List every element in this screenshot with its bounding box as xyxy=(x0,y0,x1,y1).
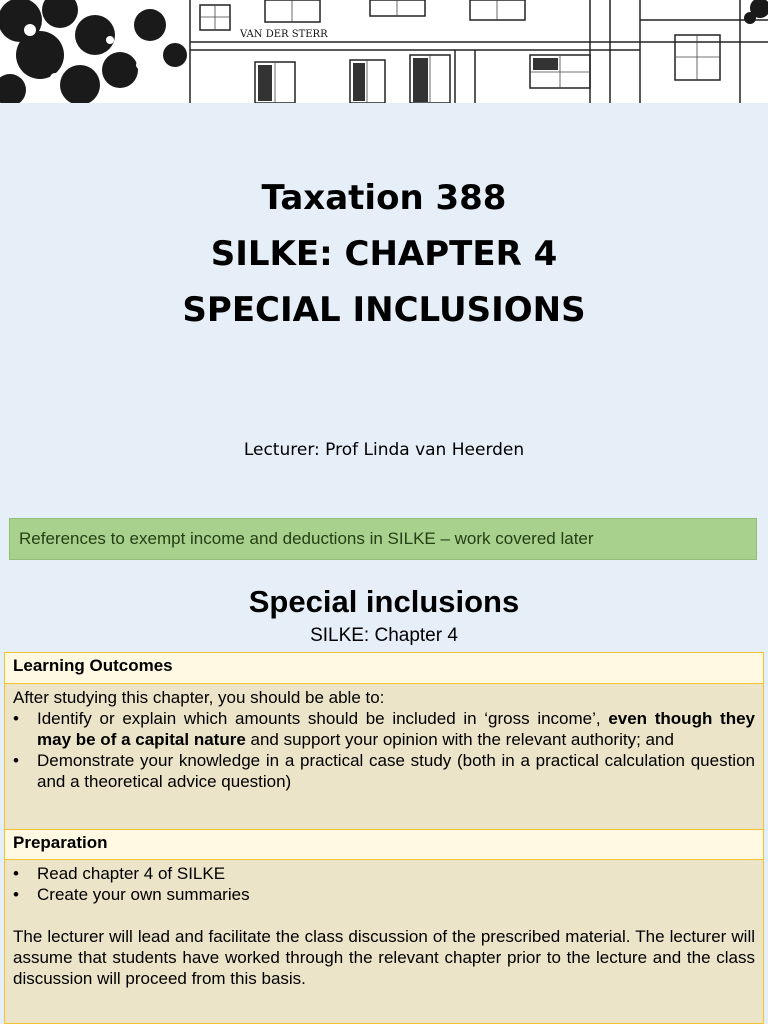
reference-note-box xyxy=(9,518,757,560)
section-heading: Special inclusions xyxy=(248,584,520,619)
slide-title xyxy=(0,170,768,338)
list-item: • Identify or explain which amounts should be included in ‘gross income’, even though they may be of a capital nature and support your opinion with the relevant authority; and xyxy=(13,709,755,749)
lecturer-name: Lecturer: Prof Linda van Heerden xyxy=(243,440,525,460)
learning-outcomes-header: Learning Outcomes xyxy=(5,653,763,684)
building-sketch-banner xyxy=(0,0,768,103)
bullet-icon: • xyxy=(13,885,19,904)
section-subheading: SILKE: Chapter 4 xyxy=(310,625,458,646)
bullet-icon: • xyxy=(13,751,19,770)
learning-outcomes-body xyxy=(5,684,763,830)
bullet-icon: • xyxy=(13,864,19,883)
preparation-list xyxy=(13,863,755,905)
learning-outcomes-list xyxy=(13,708,755,792)
preparation-body xyxy=(5,860,763,1023)
building-illustration xyxy=(0,0,768,103)
reference-note-text: References to exempt income and deductions in SILKE – work covered later xyxy=(19,529,594,548)
preparation-paragraph: The lecturer will lead and facilitate the class discussion of the prescribed material. The lecturer will assume that students have worked through the relevant chapter prior to the lecture and the class discussion will proceed from this basis. xyxy=(13,927,755,988)
list-item: • Create your own summaries xyxy=(13,885,250,904)
chapter-title: SILKE: CHAPTER 4 xyxy=(210,234,558,274)
outcomes-table xyxy=(4,652,764,1024)
learning-outcomes-intro: After studying this chapter, you should be able to: xyxy=(13,688,385,707)
course-title: Taxation 388 xyxy=(261,178,507,218)
emphasis-text: even though they may be of a capital nature xyxy=(37,709,755,749)
building-sign-text: VAN DER STERR xyxy=(240,29,328,40)
list-item: • Read chapter 4 of SILKE xyxy=(13,864,226,883)
topic-title: SPECIAL INCLUSIONS xyxy=(182,290,586,330)
list-item: • Demonstrate your knowledge in a practical case study (both in a practical calculation question and a theoretical advice question) xyxy=(13,751,755,791)
bullet-icon: • xyxy=(13,709,19,728)
preparation-header: Preparation xyxy=(5,830,763,860)
